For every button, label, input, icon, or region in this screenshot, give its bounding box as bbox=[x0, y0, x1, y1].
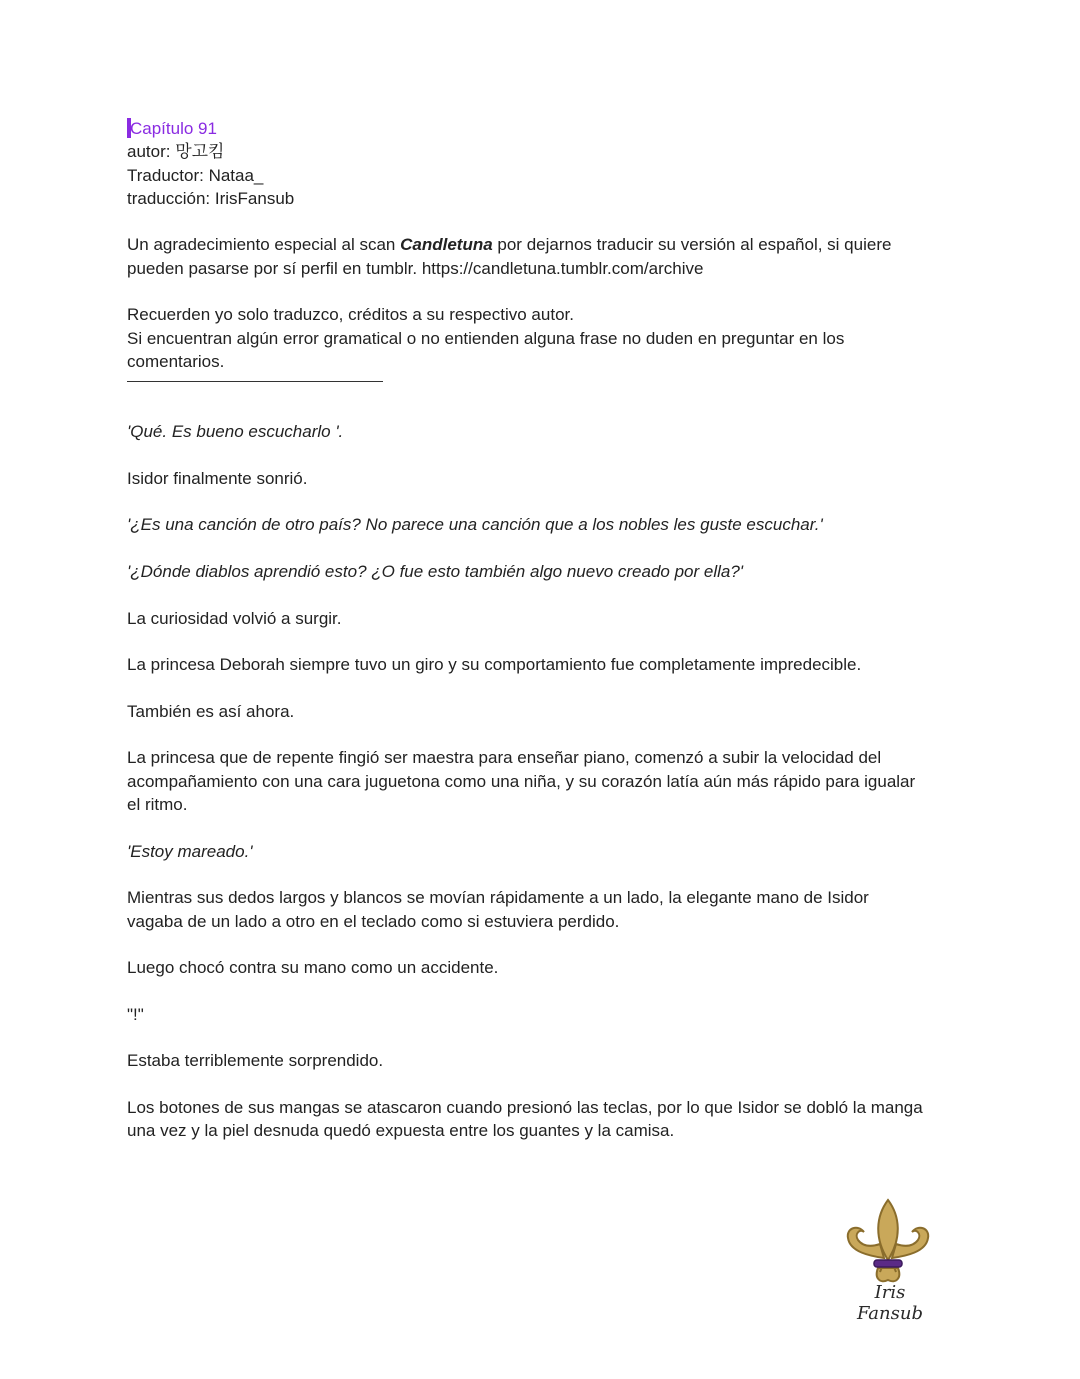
iris-fansub-logo bbox=[840, 1198, 940, 1324]
story-paragraph: También es así ahora. bbox=[127, 701, 295, 721]
story-paragraph: 'Estoy mareado.' bbox=[127, 841, 253, 861]
story-paragraph: Estaba terriblemente sorprendido. bbox=[127, 1051, 384, 1071]
logo-text: Iris Fansub bbox=[857, 1282, 923, 1324]
story-paragraph: '¿Dónde diablos aprendió esto? ¿O fue esto también algo nuevo creado por ella?' bbox=[127, 562, 744, 582]
notice-line-2: Si encuentran algún error gramatical o no entienden alguna frase no duden en preguntar en los comentarios. bbox=[127, 328, 845, 371]
document-body bbox=[127, 117, 927, 1166]
story-paragraph: Mientras sus dedos largos y blancos se movían rápidamente a un lado, la elegante mano de Isidor vagaba de un lado a otro en el teclado como si estuviera perdido. bbox=[127, 888, 869, 931]
translation-line: traducción: IrisFansub bbox=[127, 188, 295, 208]
fleur-de-lis-icon bbox=[840, 1198, 940, 1288]
chapter-title: Capítulo 91 bbox=[127, 117, 927, 140]
story-paragraph: La princesa que de repente fingió ser maestra para enseñar piano, comenzó a subir la velocidad del acompañamiento con una cara juguetona como una niña, y su corazón latía aún más rápido para igualar el ritmo. bbox=[127, 748, 916, 815]
scan-name: Candletuna bbox=[400, 235, 493, 255]
story-paragraph: "!" bbox=[127, 1004, 144, 1024]
story-paragraph: '¿Es una canción de otro país? No parece una canción que a los nobles les guste escuchar.' bbox=[127, 515, 823, 535]
story-paragraph: Isidor finalmente sonrió. bbox=[127, 468, 308, 488]
separator-line bbox=[127, 381, 383, 382]
story-paragraph: La curiosidad volvió a surgir. bbox=[127, 608, 342, 628]
author-line: autor: 망고킴 bbox=[127, 142, 225, 162]
acknowledgement-paragraph: Un agradecimiento especial al scan Candletuna por dejarnos traducir su versión al español, si quiere pueden pasarse por sí perfil en tumblr. https://candletuna.tumblr.com/archive bbox=[127, 235, 892, 278]
story-paragraph: Los botones de sus mangas se atascaron cuando presionó las teclas, por lo que Isidor se dobló la manga una vez y la piel desnuda quedó expuesta entre los guantes y la camisa. bbox=[127, 1097, 923, 1141]
notice-line-1: Recuerden yo solo traduzco, créditos a su respectivo autor. bbox=[127, 305, 574, 325]
story-paragraph: Luego chocó contra su mano como un accidente. bbox=[127, 958, 499, 978]
story-text bbox=[127, 420, 927, 1142]
story-paragraph: La princesa Deborah siempre tuvo un giro y su comportamiento fue completamente impredecible. bbox=[127, 655, 862, 675]
story-paragraph: 'Qué. Es bueno escucharlo '. bbox=[127, 422, 344, 442]
translator-line: Traductor: Nataa_ bbox=[127, 165, 264, 185]
